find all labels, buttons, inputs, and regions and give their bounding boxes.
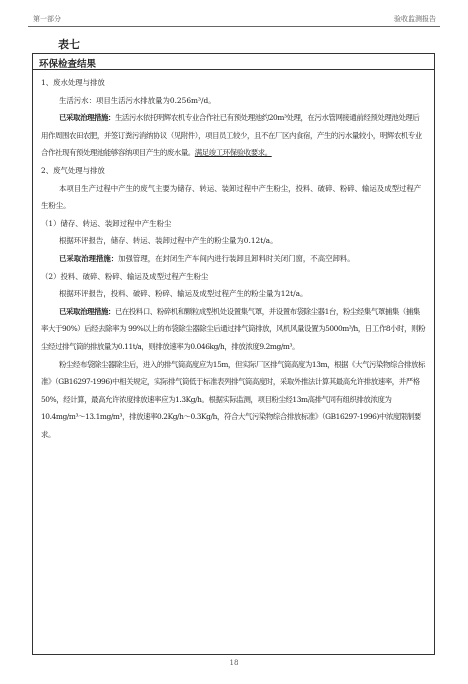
subsection-2-title: （2）投料、破碎、粉碎、输运及成型过程产生粉尘 [41, 271, 209, 281]
wastewater-section-title: 1、废水处理与排放 [41, 78, 105, 87]
inspection-results-box [32, 53, 435, 655]
measures-text: 加强管理，在封闭生产车间内进行装卸且卸料时关闭门窗，不高空卸料。 [118, 253, 355, 263]
subsection-1-report: 根据环评报告，储存、转运、装卸过程中产生的粉尘量为0.12t/a。 [59, 236, 278, 246]
box-content [41, 74, 426, 443]
subsection-1-title: （1）储存、转运、装卸过程中产生粉尘 [41, 218, 172, 228]
subsection-1-measures [41, 250, 426, 268]
box-heading: 环保检查结果 [33, 54, 434, 70]
header-report-label: 验收监测报告 [394, 15, 436, 23]
exhaust-intro-paragraph: 本项目生产过程中产生的废气主要为储存、转运、装卸过程中产生粉尘，投料、破碎、粉碎、输运及成型过程产生粉尘。 [41, 183, 422, 211]
wastewater-measures-paragraph [41, 109, 426, 162]
page-header [28, 14, 440, 26]
header-rule [28, 26, 440, 27]
domestic-sewage-paragraph: 生活污水：项目生活污水排放量为0.256m³/d。 [59, 95, 216, 105]
measures-label: 已采取治理措施： [59, 253, 119, 263]
exhaust-stack-paragraph: 粉尘经布袋除尘器除尘后，进入的排气筒高度应为15m，但实际厂区排气筒高度为13m，根据《大气污染物综合排放标准》（GB16297-1996)中相关规定，实际排气筒低于标准表列排气筒高度时，采取外推法计算其最高允许排放速率，并严格50%，经计算，最高允许浓度排放速率应为1.3Kg/h。根据实际监测，项目粉尘经13m高排气同有组织排放浓度为10.4mg/m³～13.1mg/m³，排放速率0.2Kg/h～0.3Kg/h，符合大气污染物综合排放标准》（GB16297-1996)中浓度限制要求。 [41, 359, 425, 439]
measures-text: 已在投料口、粉碎机和颗粒成型机处设置集气罩，并设置布袋除尘器1台，粉尘经集气罩捕集（捕集率大于90%）后经去除率为 99%以上的布袋除尘器除尘后通过排气筒排放，风机风量设置为5000m³/h，日工作8小时，则粉尘经过排气筒的排放量为0.11t/a，则排放速率为0.046kg/h，排放浓度9.2mg/m³。 [41, 306, 426, 351]
measures-label: 已采取治理措施： [59, 306, 115, 316]
measures-conclusion: 满足竣工环保验收要求。 [194, 148, 272, 158]
measures-label: 已采取治理措施： [59, 113, 115, 123]
measures-text: 生活污水依托明辉农机专业合作社已有预处理池约20m³处理，在污水管网接通前经预处理池处理后用作周围农田农肥，并签订粪污消纳协议（见附件），项目员工较少，且不在厂区内食宿，产生的污水量较小，明辉农机专业合作社现有预处理池能够容纳项目产生的废水量。 [41, 113, 422, 158]
exhaust-section-title: 2、废气处理与排放 [41, 165, 105, 175]
subsection-2-measures [41, 303, 426, 356]
header-section-label: 第一部分 [33, 15, 61, 23]
page-number: 18 [229, 659, 239, 667]
table-title: 表七 [58, 38, 80, 51]
subsection-2-report: 根据环评报告，投料、破碎、粉碎、输运及成型过程产生的粉尘量为12t/a。 [59, 289, 308, 299]
